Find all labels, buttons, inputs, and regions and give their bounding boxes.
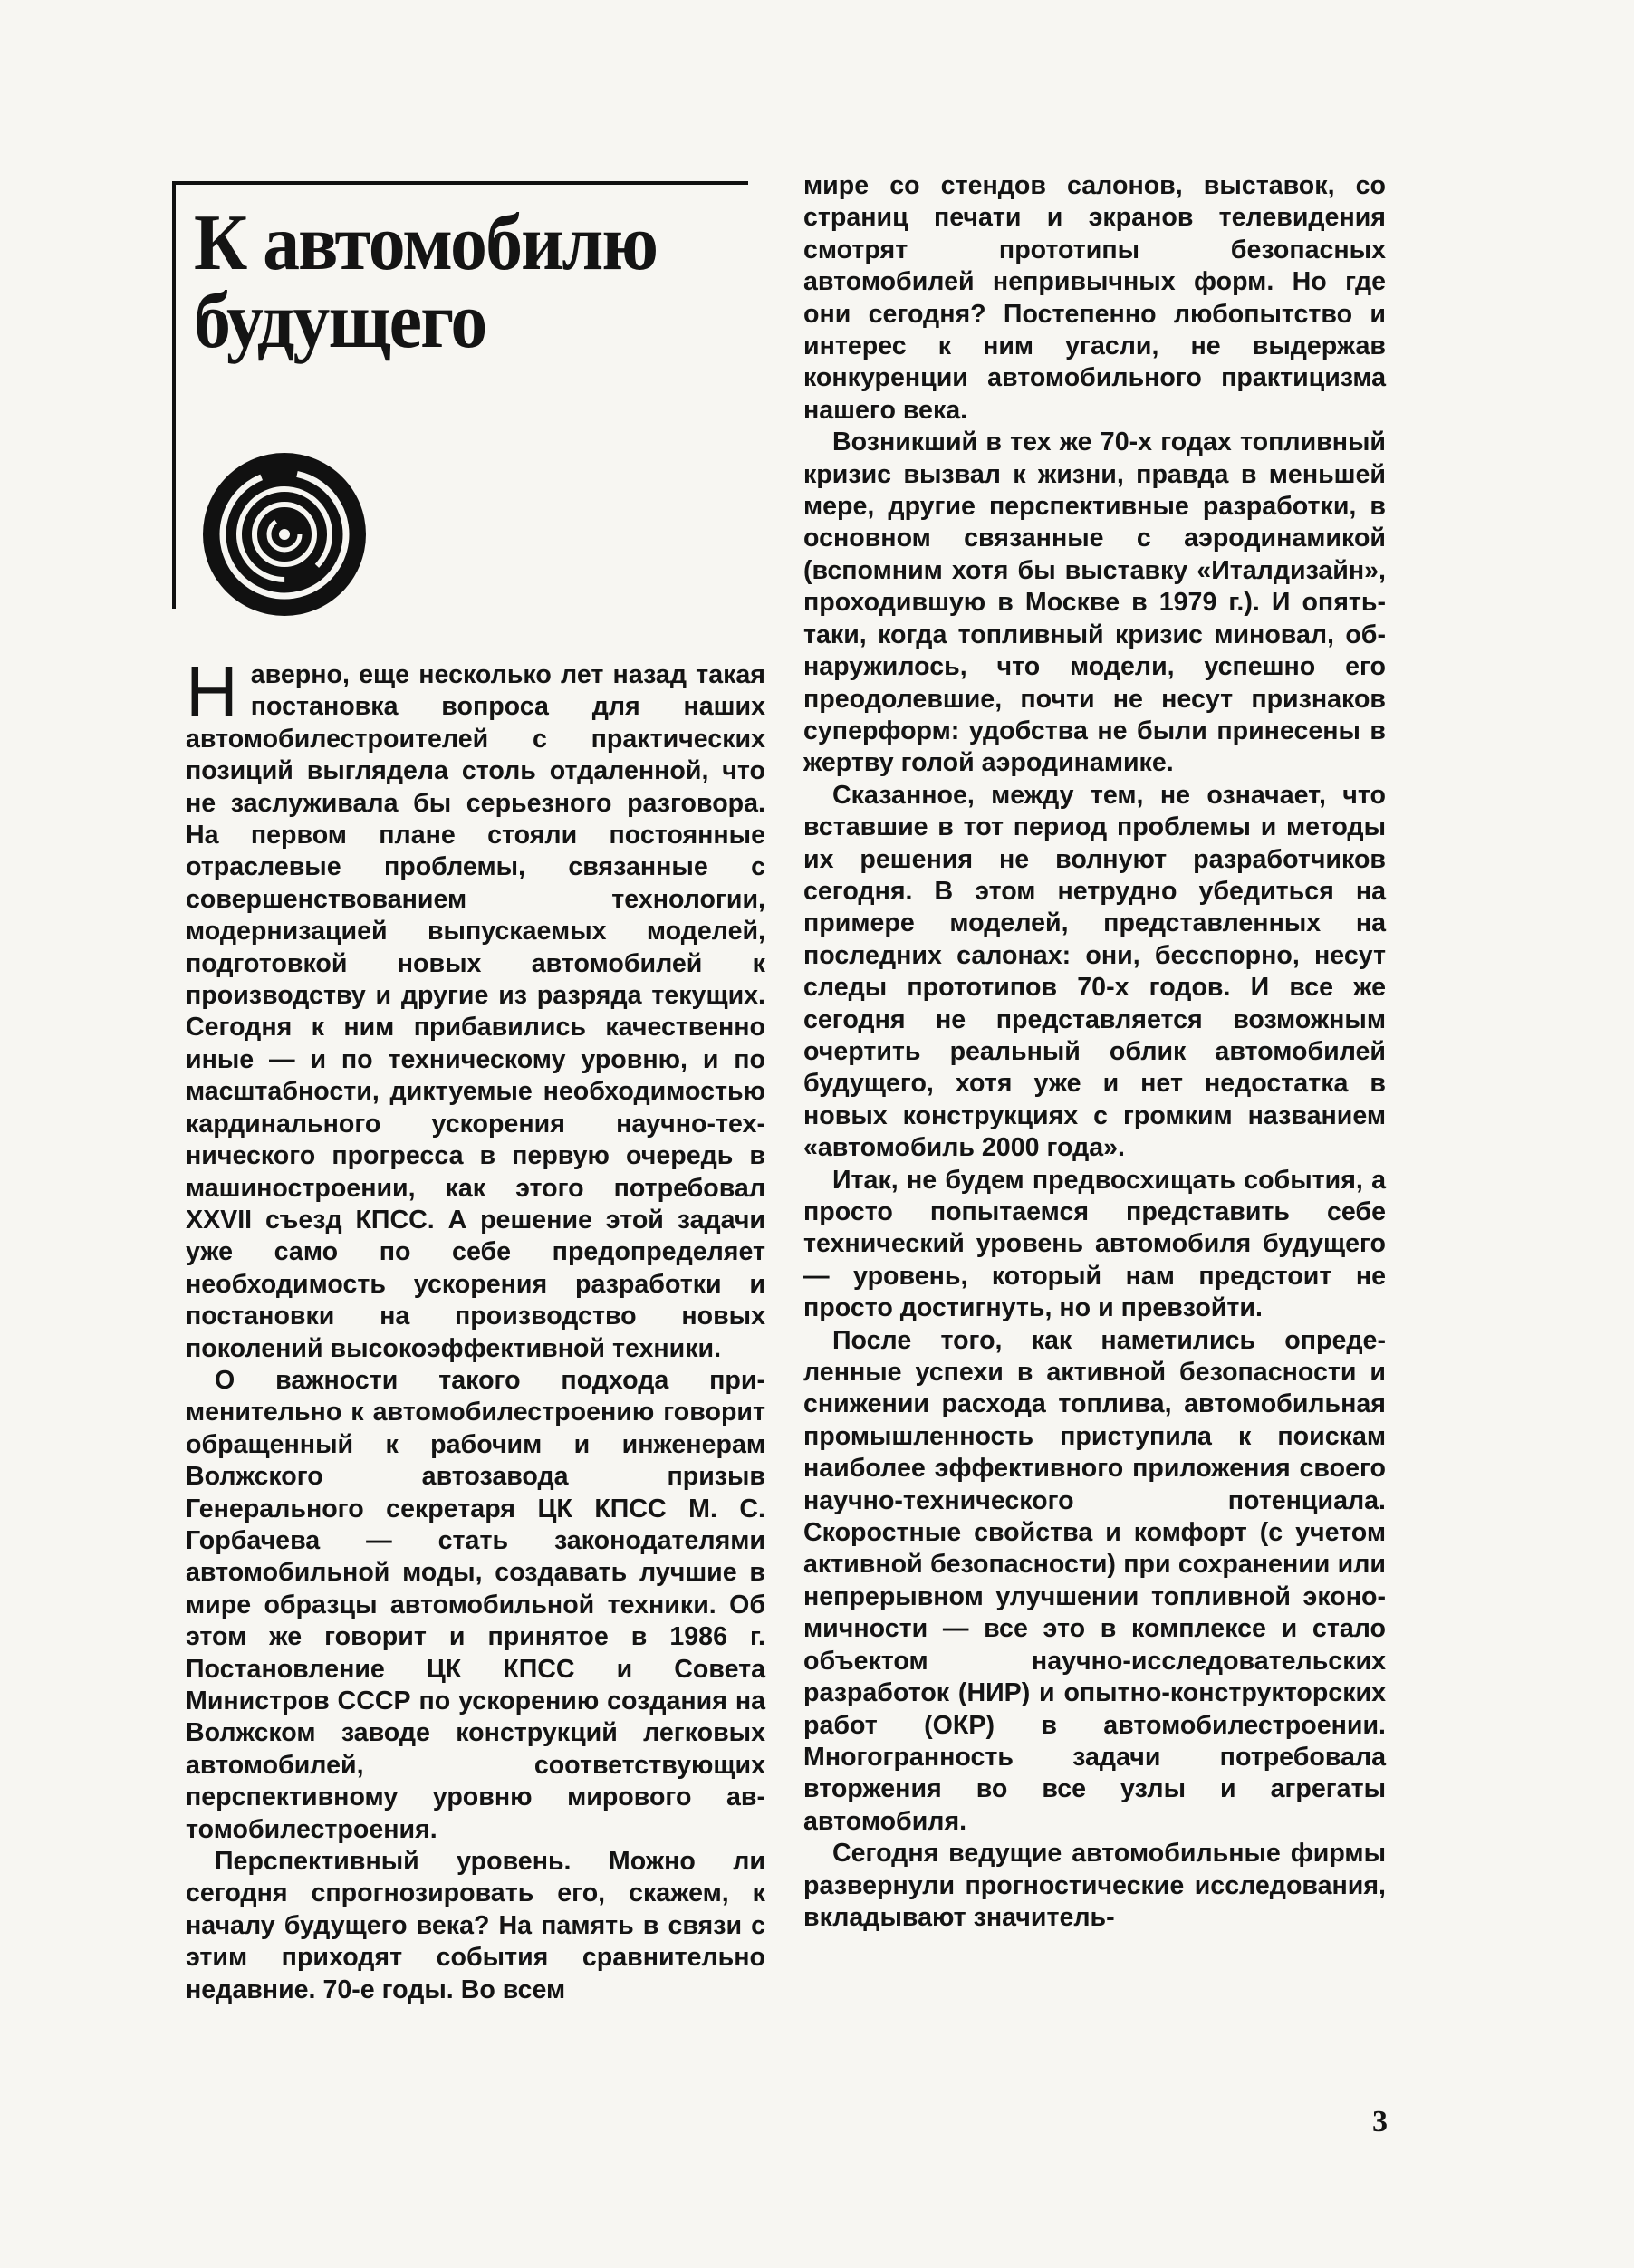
paragraph-3-continued: мире со стендов салонов, выставок, со страниц печати и экранов телевидения смотрят прототипы безопасных автомобилей непривычных форм. Но где они сегодня? Постепенно любопытство и интерес к ним угасли, не выдержав конкуренции автомобильного практицизма нашего века. [803,171,1386,425]
paragraph-1-text: аверно, еще несколько лет назад такая постановка вопроса для наших автомобилестроителей с практических позиций выглядела столь отдаленной, что не заслуживала бы серьезного разговора. На первом плане стояли постоянные отраслевые проблемы, связанные с совершенствованием технологии, модернизацией выпускаемых моделей, подготовкой новых автомобилей к производству и другие из разряда текущих. Сегодня к ним прибавились качественно иные — и по техническому уровню, и по масштабности, диктуемые необходимостью кардинального ускорения научно-технического прогресса в первую очередь в машиностроении, как этого потребовал XXVII съезд КПСС. А решение этой задачи уже само по себе предопределяет необходимость ускорения разработки и постановки на производство новых поколений высокоэффективной техники. [186,660,765,1363]
paragraph-1 [186,651,765,1365]
title-line-1: К автомобилю [194,199,658,287]
paragraph-7: После того, как наметились определенные успехи в активной безопасности и снижении расхода топлива, автомобильная промышленность приступила к поискам наиболее эффективного приложения своего научно-технического потенциала. Скоростные свойства и комфорт (с учетом активной безопасности) при сохранении или непрерывном улучшении топливной экономичности — все это в комплексе и стало объектом научно-исследовательских разработок (НИР) и опытно-конструкторских работ (ОКР) в автомобилестроении. Многогранность задачи потребовала вторжения во все узлы и агрегаты автомобиля. [803,1325,1386,1836]
paragraph-6: Итак, не будем предвосхищать события, а просто попытаемся представить себе технический уровень автомобиля будущего — уровень, который нам предстоит не просто достигнуть, но и превзойти. [803,1165,1386,1323]
paragraph-5: Сказанное, между тем, не означает, что вставшие в тот период проблемы и методы их решения не волнуют разработчиков сегодня. В этом нетрудно убедиться на примере моделей, представленных на последних салонах: они, бесспорно, несут следы прототипов 70-х годов. И все же сегодня не представляется возможным очертить реальный облик автомобилей будущего, хотя уже и нет недостатка в новых конструкциях с громким названием «автомобиль 2000 года». [803,780,1386,1163]
wheel-emblem-icon [201,451,368,618]
paragraph-4: Возникший в тех же 70-х годах топливный кризис вызвал к жизни, правда в меньшей мере, другие перспективные разработки, в основном связанные с аэродинамикой (вспомним хотя бы выставку «Италдизайн», проходившую в Москве в 1979 г.). И опять-таки, когда топливный кризис миновал, обнаружилось, что модели, успешно его преодолевшие, почти не несут признаков суперформ: удобства не были принесены в жертву голой аэродинамике. [803,428,1386,778]
article-title [194,199,699,365]
paragraph-3: Перспективный уровень. Можно ли сегодня спрогнозировать его, скажем, к началу будущего века? На память в связи с этим приходят события сравнительно недавние. 70-е годы. Во всем [186,1847,765,2004]
left-column [186,651,765,2006]
title-frame-left-rule [172,181,176,609]
title-line-2: будущего [194,277,486,365]
page-number: 3 [1372,2105,1388,2138]
right-column [803,170,1386,1934]
title-frame-top-rule [172,181,748,185]
drop-cap: Н [186,651,238,732]
paragraph-2: О важности такого подхода применительно к автомобилестроению говорит обращенный к рабочим и инженерам Волжского автозавода призыв Генерального секретаря ЦК КПСС М. С. Горбачева — стать законодателями автомобильной моды, создавать лучшие в мире образцы автомобильной техники. Об этом же говорит и принятое в 1986 г. Постановление ЦК КПСС и Совета Министров СССР по ускорению создания на Волжском заводе конструкций легковых автомобилей, соответствующих перспективному уровню мирового автомобилестроения. [186,1365,765,1844]
paragraph-8: Сегодня ведущие автомобильные фирмы развернули прогностические исследования, вкладывают значитель- [803,1839,1386,1932]
